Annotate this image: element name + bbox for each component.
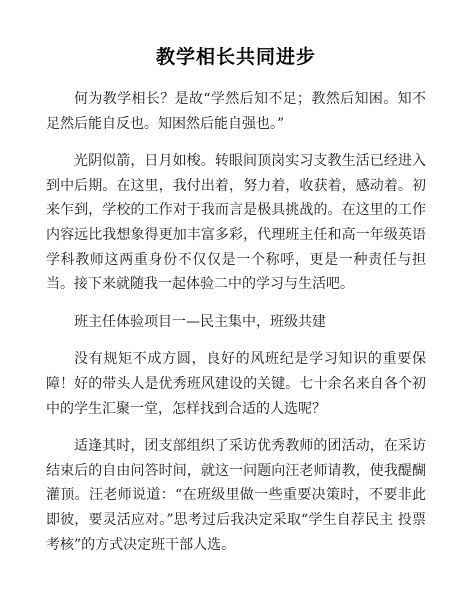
paragraph-overview: 光阴似箭，日月如梭。转眼间顶岗实习支教生活已经进入到中后期。在这里，我付出着，努力着，收获着，感动着。初来乍到，学校的工作对于我而言是极具挑战的。在这里的工作内容远比我想象得更加丰富多彩，代理班主任和高一年级英语学科教师这两重身份不仅仅是一个称呼，更是一种责任与担 当。接下来就随我一起体验二中的学习与生活吧。	[46, 153, 426, 293]
section-heading: 班主任体验项目一—民主集中，班级共建	[74, 313, 326, 330]
paragraph-intro: 何为教学相长？是故“学然后知不足；教然后知困。知不足然后能自反也。知困然后能自强也。”	[46, 91, 426, 132]
paragraph-rules: 没有规矩不成方圆，良好的风班纪是学习知识的重要保 障！好的带头人是优秀班风建设的关键。七十余名来自各个初 中的学生汇聚一堂，怎样找到合适的人选呢？	[46, 351, 426, 417]
document-title: 教学相长共同进步	[155, 46, 316, 68]
paragraph-interview: 适逢其时，团支部组织了采访优秀教师的团活动，在采访结束后的自由问答时间，就这一问题向汪老师请教，使我醍醐灌顶。汪老师说道：“在班级里做一些重要决策时，不要非此即彼，要灵活应对。”思考过后我决定采取“学生自荐民主 投票考核”的方式决定班干部人选。	[46, 438, 426, 553]
document-body	[46, 87, 426, 557]
